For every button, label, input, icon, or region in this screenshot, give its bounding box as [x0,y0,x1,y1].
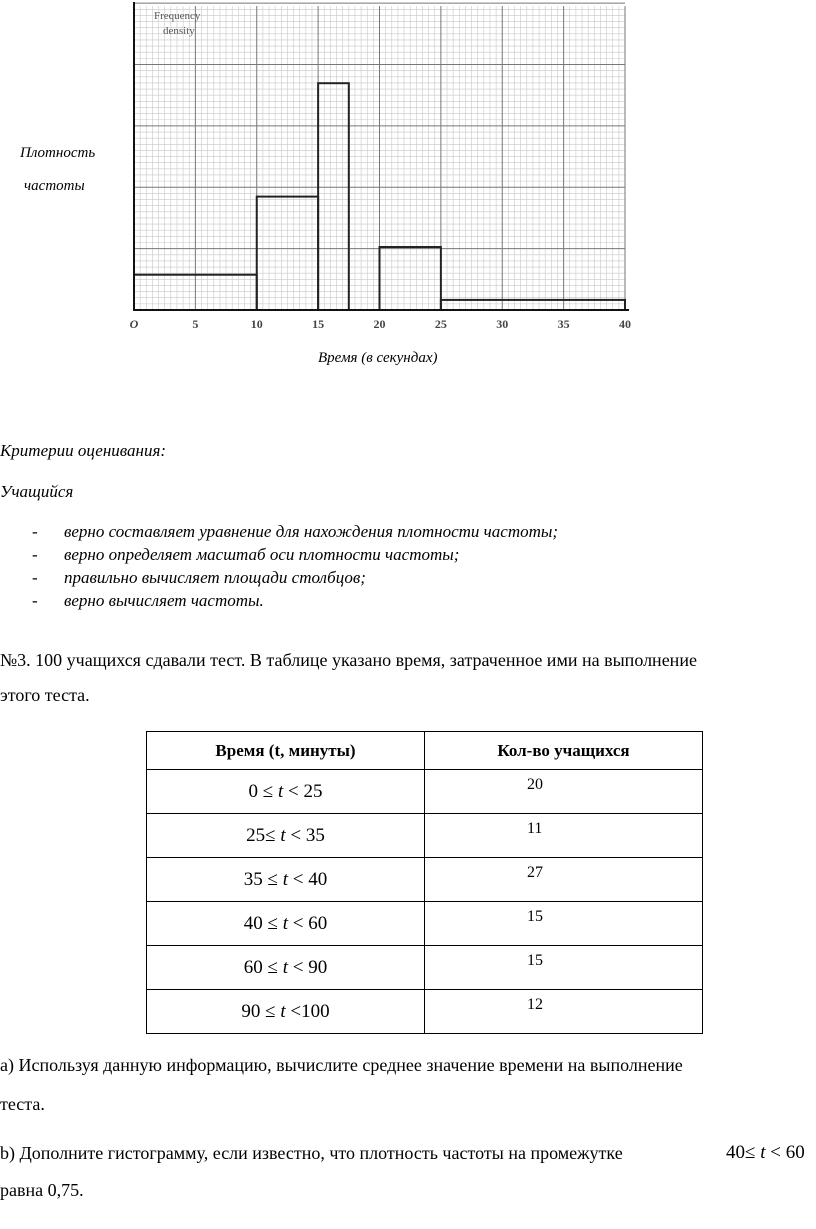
chart-axes [134,2,629,310]
table-cell-count: 12 [425,990,703,1034]
y-axis-label-line2: частоты [24,178,85,194]
x-axis-caption: Время (в секундах) [318,350,438,366]
criteria-title: Критерии оценивания: [0,441,167,460]
table-row [147,990,703,1034]
table-cell-range: 35 ≤ t < 40 [147,858,425,902]
table-cell-range: 60 ≤ t < 90 [147,946,425,990]
criteria-list [32,520,558,612]
criteria-subject: Учащийся [0,482,74,501]
table-row [147,770,703,814]
time-table [146,731,703,1034]
table-header-row [147,732,703,770]
table-cell-count: 20 [425,770,703,814]
y-axis-label-line1: Плотность [20,145,96,161]
table-cell-count: 15 [425,902,703,946]
table-row [147,814,703,858]
table-cell-range: 25≤ t < 35 [147,814,425,858]
chart-x-tick-labels [130,317,631,331]
question-b-line2: равна 0,75. [0,1180,84,1200]
task3-line1: №3. 100 учащихся сдавали тест. В таблице указано время, затраченное ими на выполнение [0,650,697,670]
x-tick-label: 15 [312,317,325,331]
table-cell-count: 11 [425,814,703,858]
histogram-chart [0,0,816,340]
x-tick-label: 25 [434,317,447,331]
x-tick-label: 40 [619,317,631,331]
histogram-bar-3 [318,83,349,310]
table-row [147,902,703,946]
criteria-item: - верно определяет масштаб оси плотности частоты; [32,545,460,564]
table-header-time: Время (t, минуты) [147,732,425,770]
task3-line2: этого теста. [0,685,90,705]
table-cell-count: 15 [425,946,703,990]
table-cell-range: 0 ≤ t < 25 [147,770,425,814]
chart-inner-label-line2: density [163,25,195,37]
x-tick-label: 5 [192,317,199,331]
criteria-item: - верно вычисляет частоты. [32,591,264,610]
table-row [147,946,703,990]
table-row [147,858,703,902]
table-cell-range: 40 ≤ t < 60 [147,902,425,946]
x-tick-label: 20 [373,317,386,331]
x-tick-label: O [129,317,139,331]
question-a-line1: a) Используя данную информацию, вычислите среднее значение времени на выполнение [0,1055,683,1075]
criteria-item: - верно составляет уравнение для нахождения плотности частоты; [32,522,559,541]
table-cell-count: 27 [425,858,703,902]
question-a-line2: теста. [0,1094,45,1114]
table-header-count: Кол-во учащихся [425,732,703,770]
x-tick-label: 30 [496,317,509,331]
criteria-item: - правильно вычисляет площади столбцов; [32,568,366,587]
table-cell-range: 90 ≤ t <100 [147,990,425,1034]
question-b-inequality: 40≤ t < 60 [726,1142,805,1163]
x-tick-label: 35 [557,317,570,331]
chart-inner-label-line1: Frequency [154,10,201,22]
x-tick-label: 10 [250,317,263,331]
question-b-line1: b) Дополните гистограмму, если известно, что плотность частоты на промежутке [0,1143,623,1163]
